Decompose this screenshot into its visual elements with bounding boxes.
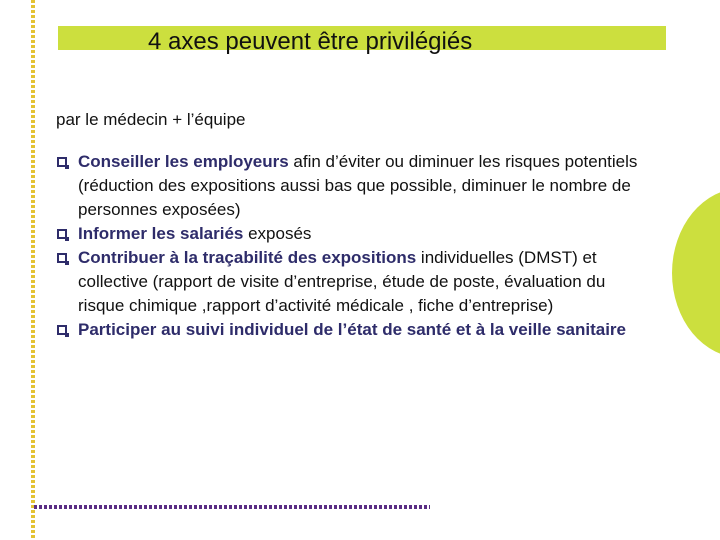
bullet-item bbox=[56, 222, 656, 246]
left-dotted-border bbox=[31, 0, 35, 540]
bottom-dotted-border bbox=[34, 505, 430, 509]
bullet-text bbox=[78, 222, 656, 246]
decorative-circle bbox=[672, 188, 720, 358]
bullet-text bbox=[78, 318, 656, 342]
bullet-highlight: Informer les salariés bbox=[78, 224, 244, 243]
bullet-text bbox=[78, 246, 656, 318]
bullet-highlight: Contribuer à la traçabilité des expositions bbox=[78, 248, 417, 267]
checkbox-square-icon bbox=[57, 325, 67, 335]
bullet-item bbox=[56, 318, 656, 342]
bullet-rest: individuelles (DMST) et collective (rapport de visite d’entreprise, étude de poste, évaluation du risque chimique ,rapport d’activité médicale , fiche d’entreprise) bbox=[78, 248, 606, 315]
slide-content bbox=[56, 108, 656, 342]
bullet-highlight: Participer au suivi individuel de l’état de santé et à la veille sanitaire bbox=[78, 320, 626, 339]
bullet-text bbox=[78, 150, 656, 222]
checkbox-square-icon bbox=[57, 157, 67, 167]
bullet-rest: exposés bbox=[243, 224, 312, 243]
bullet-rest: afin d’éviter ou diminuer les risques potentiels (réduction des expositions aussi bas que possible, diminuer le nombre de personnes exposées) bbox=[78, 152, 638, 219]
intro-text: par le médecin + l’équipe bbox=[56, 110, 246, 129]
slide-title: 4 axes peuvent être privilégiés bbox=[148, 28, 473, 55]
checkbox-square-icon bbox=[57, 253, 67, 263]
bullet-highlight: Conseiller les employeurs bbox=[78, 152, 289, 171]
bullet-item bbox=[56, 246, 656, 318]
checkbox-square-icon bbox=[57, 229, 67, 239]
bullet-item bbox=[56, 150, 656, 222]
